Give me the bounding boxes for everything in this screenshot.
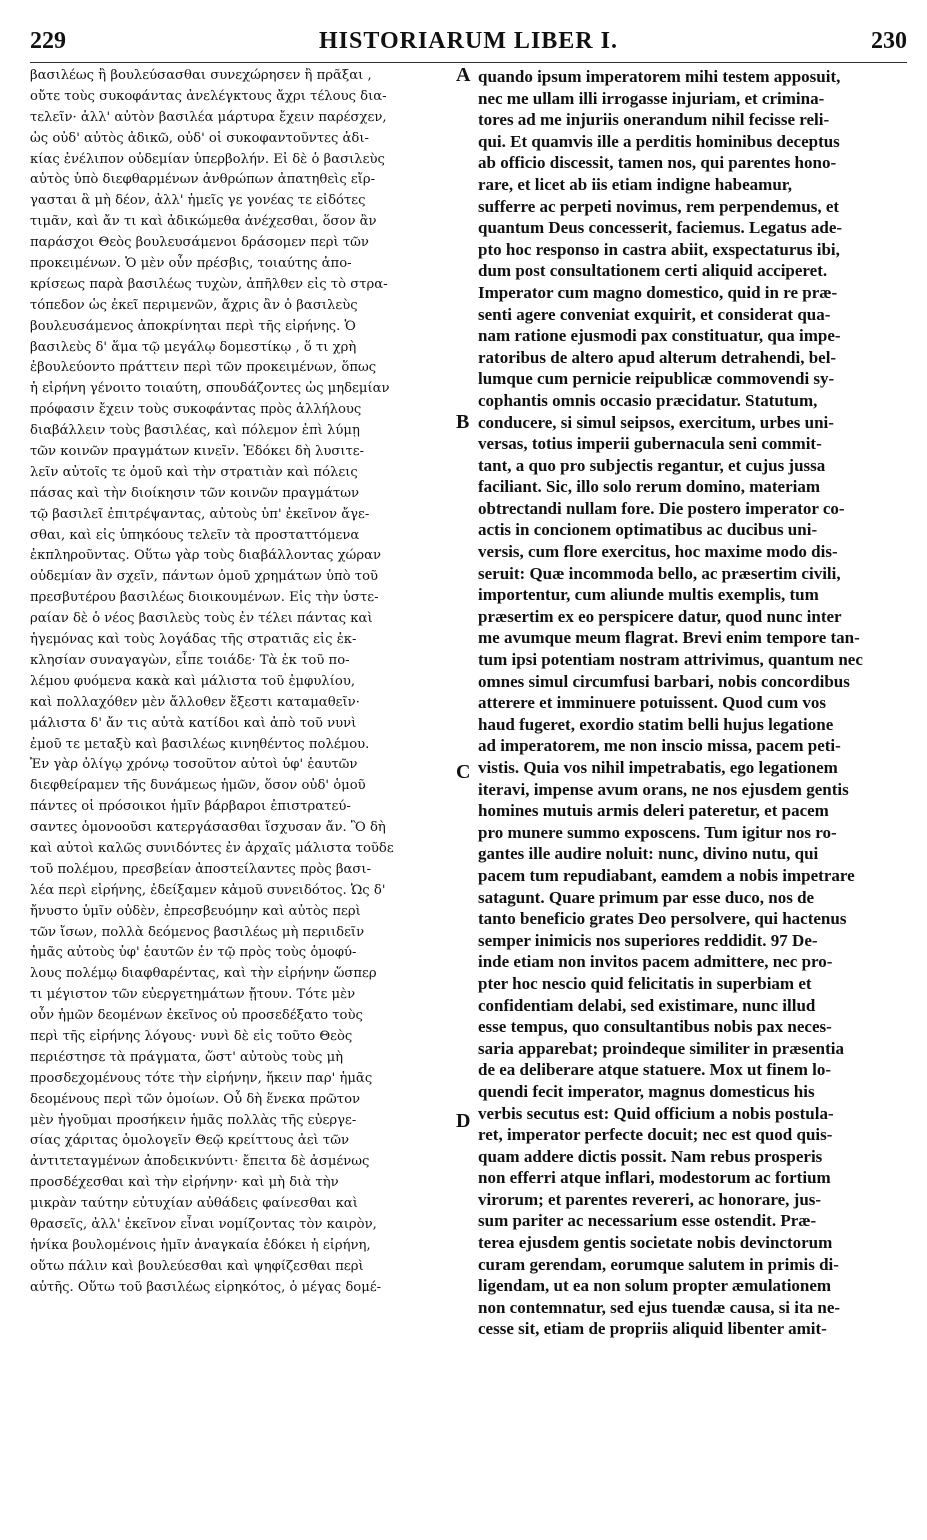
latin-text-line: quantum Deus concesserit, faciemus. Legatus ade- bbox=[478, 218, 843, 238]
greek-text-line: ἡ εἰρήνη γένοιτο τοιαύτη, σπουδάζοντες ὡς μηδεμίαν bbox=[30, 381, 390, 397]
greek-text-line: λους πολέμῳ διαφθαρέντας, καὶ τὴν εἰρήνην ὥσπερ bbox=[30, 966, 377, 982]
latin-text-line: versas, totius imperii gubernacula seni commit- bbox=[478, 434, 822, 454]
latin-text-line: esse tempus, quo consultantibus nobis pax neces- bbox=[478, 1017, 832, 1037]
margin-marker-a: A bbox=[456, 64, 471, 86]
greek-text-line: περιέστησε τὰ πράγματα, ὥστ' αὐτοὺς τοὺς μὴ bbox=[30, 1049, 344, 1065]
greek-text-line: λέα περὶ εἰρήνης, ἐδείξαμεν κἀμοῦ συνειδότος. Ὡς δ' bbox=[30, 882, 386, 898]
greek-text-line: τι μέγιστον τῶν εὐεργετημάτων ᾔτουν. Τότε μὲν bbox=[30, 987, 356, 1003]
latin-text-line: versis, cum flore exercitus, hoc maxime modo dis- bbox=[478, 542, 838, 562]
greek-text-line: δεομένους περὶ τῶν ὁμοίων. Οὗ δὴ ἕνεκα πρῶτον bbox=[30, 1091, 361, 1107]
latin-text-line: actis in concionem optimatibus ac ducibus uni- bbox=[478, 520, 818, 540]
greek-text-line: προκειμένων. Ὁ μὲν οὖν πρέσβις, τοιαύτης ἀπο- bbox=[30, 256, 352, 272]
latin-text-line: non contemnatur, sed ejus tuendæ causa, si ita ne- bbox=[478, 1297, 841, 1317]
greek-text-line: αὐτῆς. Οὕτω τοῦ βασιλέως εἰρηκότος, ὁ μέγας δομέ- bbox=[30, 1279, 382, 1295]
greek-text-line: διαβάλλειν τοὺς βασιλέας, καὶ πόλεμον ἐπὶ λύμῃ bbox=[30, 423, 360, 439]
latin-text-line: qui. Et quamvis ille a perditis hominibus deceptus bbox=[478, 131, 840, 151]
page-header bbox=[30, 28, 907, 58]
latin-text-line: præsertim ex eo perspicere datur, quod nunc inter bbox=[478, 606, 842, 626]
margin-marker-d: D bbox=[456, 1110, 471, 1132]
latin-text-line: quendi fecit imperator, magnus domesticus his bbox=[478, 1081, 815, 1101]
latin-text-line: nam ratione ejusmodi pax constituatur, qua impe- bbox=[478, 326, 841, 346]
header-rule bbox=[30, 62, 907, 63]
latin-text-line: non efferri atque inflari, modestorum ac fortium bbox=[478, 1168, 831, 1188]
greek-text-line: πρόφασιν ἔχειν τοὺς συκοφάντας πρὸς ἀλλήλους bbox=[30, 402, 362, 418]
greek-text-line: πρεσβυτέρου βασιλέως διοικουμένων. Εἰς τὴν ὑστε- bbox=[30, 590, 379, 606]
greek-text-line: βουλευσάμενος ἀποκρίνηται περὶ τῆς εἰρήνης. Ὁ bbox=[30, 318, 356, 334]
greek-text-line: οὖν ἡμῶν δεομένων ἐκεῖνος οὐ προσεδέξατο τοὺς bbox=[30, 1008, 363, 1024]
latin-text-line: pacem tum repudiabant, eamdem a nobis impetrare bbox=[478, 865, 855, 885]
latin-text-line: quam addere dictis possit. Nam rebus prosperis bbox=[478, 1146, 823, 1166]
page-number-left: 229 bbox=[30, 28, 66, 54]
running-title: HISTORIARUM LIBER I. bbox=[319, 28, 618, 54]
latin-text-line: dum post consultationem certi aliquid acciperet. bbox=[478, 261, 828, 281]
margin-marker-c: C bbox=[456, 761, 471, 783]
latin-text-line: terea ejusdem gentis societate nobis devinctorum bbox=[478, 1233, 833, 1253]
greek-text-line: ἡμᾶς αὐτοὺς ὑφ' ἑαυτῶν ἐν τῷ πρὸς τοὺς ὁμοφύ- bbox=[30, 945, 357, 961]
greek-text-line: τιμᾶν, καὶ ἄν τι καὶ ἀδικώμεθα ἀνέχεσθαι, ὅσον ἂν bbox=[30, 214, 377, 230]
latin-text-line: confidentiam delabi, sed existimare, nunc illud bbox=[478, 995, 816, 1015]
latin-text-line: quando ipsum imperatorem mihi testem apposuit, bbox=[478, 67, 841, 86]
latin-text-line: omnes simul circumfusi barbari, nobis concordibus bbox=[478, 671, 850, 691]
latin-text-line: tant, a quo pro subjectis regantur, et cujus jussa bbox=[478, 455, 826, 475]
greek-text-line: τῶν κοινῶν πραγμάτων κινεῖν. Ἐδόκει δὴ λυσιτε- bbox=[30, 444, 365, 460]
latin-text-line: importentur, cum aliunde multis exemplis, tum bbox=[478, 585, 819, 605]
greek-text-line: Ἐν γὰρ ὀλίγῳ χρόνῳ τοσοῦτον αὐτοὶ ὑφ' ἑαυτῶν bbox=[30, 757, 358, 773]
greek-text-line: μὲν ἡγοῦμαι προσήκειν ἡμᾶς πολλὰς τῆς εὐεργε- bbox=[30, 1112, 357, 1128]
greek-text-line: καὶ πολλαχόθεν μὲν ἄλλοθεν ἔξεστι καταμαθεῖν· bbox=[30, 694, 360, 710]
greek-text-line: βασιλεὺς δ' ἅμα τῷ μεγάλῳ δομεστίκῳ , ὅ τι χρὴ bbox=[30, 339, 357, 355]
greek-text-line: ἡγεμόνας καὶ τοὺς λογάδας τῆς στρατιᾶς εἰς ἐκ- bbox=[30, 632, 357, 648]
latin-text-line: iteravi, impense avum orans, ne nos ejusdem gentis bbox=[478, 779, 849, 799]
greek-text-line: σίας χάριτας ὁμολογεῖν Θεῷ κρείττους ἀεὶ τῶν bbox=[30, 1133, 349, 1149]
page-number-right: 230 bbox=[871, 28, 907, 54]
greek-text-line: κίας ἐνέλιπον οὐδεμίαν ὑπερβολήν. Εἰ δὲ ὁ βασιλεὺς bbox=[30, 151, 385, 167]
greek-text-line: οὔτε τοὺς συκοφάντας ἀνελέγκτους ἄχρι τέλους δια- bbox=[30, 88, 387, 104]
latin-text-line: homines mutuis armis deleri pateretur, et pacem bbox=[478, 801, 829, 821]
greek-text-line: προσδέχεσθαι καὶ τὴν εἰρήνην· καὶ μὴ διὰ τὴν bbox=[30, 1175, 339, 1191]
latin-text-line: ad imperatorem, me non inscio missa, pacem peti- bbox=[478, 736, 841, 756]
latin-text-line: rare, et licet ab iis etiam indigne habeamur, bbox=[478, 174, 793, 194]
latin-text-line: pter hoc nescio quid felicitatis in superbiam et bbox=[478, 973, 812, 993]
latin-text-line: tum ipsi potentiam nostram attrivimus, quantum nec bbox=[478, 650, 863, 670]
latin-text-line: ab officio discessit, tamen nos, qui parentes hono- bbox=[478, 153, 837, 173]
greek-text-line: ἐκπληροῦντας. Οὕτω γὰρ τοὺς διαβάλλοντας χώραν bbox=[30, 548, 381, 564]
latin-text-line: cophantis omnis occasio præcidatur. Statutum, bbox=[478, 390, 818, 410]
latin-text-line: obtrectandi nullam fore. Die postero imperator co- bbox=[478, 498, 845, 518]
latin-text-line: de ea deliberare atque statuere. Mox ut finem lo- bbox=[478, 1060, 831, 1080]
greek-text-line: λεῖν αὐτοῖς τε ὁμοῦ καὶ τὴν στρατιὰν καὶ πόλεις bbox=[30, 464, 358, 480]
greek-text-line: τόπεδον ὡς ἐκεῖ περιμενῶν, ἄχρις ἂν ὁ βασιλεὺς bbox=[30, 297, 358, 313]
latin-text-line: curam gerendam, eorumque salutem in primis di- bbox=[478, 1254, 839, 1274]
latin-text-line: lumque cum pernicie reipublicæ commovendi sy- bbox=[478, 369, 835, 389]
greek-text-line: προσδεχομένους τότε τὴν εἰρήνην, ἥκειν παρ' ἡμᾶς bbox=[30, 1070, 373, 1086]
greek-text-line: καὶ αὐτοὶ καλῶς συνιδόντες ἐν ἀρχαῖς μάλιστα τοῦδε bbox=[30, 840, 394, 856]
latin-text-line: gantes ille audire noluit: nunc, divino nutu, qui bbox=[478, 844, 819, 864]
greek-text-column bbox=[30, 66, 454, 1299]
greek-text-line: μάλιστα δ' ἄν τις αὐτὰ κατίδοι καὶ ἀπὸ τοῦ νυνὶ bbox=[30, 715, 357, 731]
latin-text-line: verbis secutus est: Quid officium a nobis postula- bbox=[478, 1103, 834, 1123]
latin-text-line: ratoribus de altero apud alterum detrahendi, bel- bbox=[478, 347, 837, 367]
greek-text-line: αὐτὸς ὑπὸ διεφθαρμένων ἀνθρώπων ἀπατηθεὶς εἴρ- bbox=[30, 172, 376, 188]
greek-text-line: διεφθείραμεν τῆς δυνάμεως ἡμῶν, ὅσον οὐδ' ὁμοῦ bbox=[30, 778, 366, 794]
latin-text-line: saria apparebat; proindeque similiter in præsentia bbox=[478, 1038, 844, 1058]
greek-text-line: βασιλέως ἢ βουλεύσασθαι συνεχώρησεν ἢ πρᾶξαι , bbox=[30, 68, 372, 83]
latin-text-line: ret, imperator perfecte docuit; nec est quod quis- bbox=[478, 1125, 833, 1145]
latin-text-line: semper inimicis nos superiores reddidit. 97 De- bbox=[478, 930, 818, 950]
margin-marker-b: B bbox=[456, 411, 470, 433]
greek-text-line: τελεῖν· ἀλλ' αὐτὸν βασιλέα μάρτυρα ἔχειν παρέσχεν, bbox=[30, 109, 387, 125]
latin-text-line: conducere, si simul seipsos, exercitum, urbes uni- bbox=[478, 412, 834, 432]
latin-text-line: me avumque meum flagrat. Brevi enim tempore tan- bbox=[478, 628, 860, 648]
latin-text-line: Imperator cum magno domestico, quid in re præ- bbox=[478, 282, 838, 302]
latin-text-line: seruit: Quæ incommoda bello, ac præsertim civili, bbox=[478, 563, 841, 583]
greek-text-line: ἤνυστο ὑμῖν οὐδὲν, ἐπρεσβευόμην καὶ αὐτὸς περὶ bbox=[30, 903, 361, 919]
greek-text-line: τῶν ἴσων, πολλὰ δεόμενος βασιλέως μὴ περιιδεῖν bbox=[30, 924, 365, 940]
greek-text-line: ἡνίκα βουλομένοις ἡμῖν ἀναγκαία ἐδόκει ἡ εἰρήνη, bbox=[30, 1237, 371, 1253]
latin-text-line: tanto beneficio grates Deo persolvere, qui hactenus bbox=[478, 909, 847, 929]
latin-text-line: vistis. Quia vos nihil impetrabatis, ego legationem bbox=[478, 758, 838, 777]
greek-text-line: περὶ τῆς εἰρήνης λόγους· νυνὶ δὲ εἰς τοῦτο Θεὸς bbox=[30, 1028, 353, 1044]
latin-text-line: pto hoc responso in castra abiit, exspectaturus ibi, bbox=[478, 239, 840, 259]
latin-text-line: tores ad me injuriis onerandum nihil fecisse reli- bbox=[478, 110, 830, 130]
greek-text-line: τῷ βασιλεῖ ἐπιτρέψαντας, αὐτοὺς ὑπ' ἐκεῖνον ἄγε- bbox=[30, 506, 370, 522]
latin-text-line: nec me ullam illi irrogasse injuriam, et crimina- bbox=[478, 88, 825, 108]
latin-text-line: inde etiam non invitos pacem admittere, nec pro- bbox=[478, 952, 833, 972]
latin-text-line: satagunt. Quare primum par esse duco, nos de bbox=[478, 887, 815, 907]
latin-text-line: ligendam, ut ea non solum propter æmulationem bbox=[478, 1276, 832, 1296]
latin-text-line: pro munere summo exposcens. Tum igitur nos ro- bbox=[478, 822, 837, 842]
latin-text-line: virorum; et parentes revereri, ac honorare, jus- bbox=[478, 1189, 822, 1209]
greek-text-line: σθαι, καὶ εἰς ὑπηκόους τελεῖν τὰ προσταττόμενα bbox=[30, 527, 360, 543]
greek-text-line: οὕτω πάλιν καὶ βουλεύεσθαι καὶ ψηφίζεσθαι περὶ bbox=[30, 1258, 364, 1274]
greek-text-line: παράσχοι Θεὸς βουλευσάμενοι δράσομεν περὶ τῶν bbox=[30, 235, 369, 251]
greek-text-line: ἀντιτεταγμένων ἀποδεικνύντι· ἔπειτα δὲ ἀσμένως bbox=[30, 1154, 370, 1170]
greek-text-line: ἐβουλεύοντο πράττειν περὶ τῶν προκειμένων, ὅπως bbox=[30, 360, 377, 376]
latin-text-column bbox=[478, 66, 908, 1340]
latin-text-line: haud fugeret, exordio statim belli hujus legatione bbox=[478, 714, 834, 734]
greek-text-line: γασται ἃ μὴ δέον, ἀλλ' ἡμεῖς γε γονέας τε εἰδότες bbox=[30, 193, 366, 209]
greek-text-line: ἐμοῦ τε μεταξὺ καὶ βασιλέως κινηθέντος πολέμου. bbox=[30, 736, 370, 752]
greek-text-line: σαντες ὁμονοοῦσι κατεργάσασθαι ἴσχυσαν ἄν. Ὃ δὴ bbox=[30, 820, 386, 836]
greek-text-line: ραίαν δὲ ὁ νέος βασιλεὺς τοὺς ἐν τέλει πάντας καὶ bbox=[30, 611, 373, 627]
greek-text-line: τοῦ πολέμου, πρεσβείαν ἀποστείλαντες πρὸς βασι- bbox=[30, 861, 372, 877]
greek-text-line: θρασεῖς, ἀλλ' ἐκεῖνον εἶναι νομίζοντας τὸν καιρὸν, bbox=[30, 1216, 377, 1232]
latin-text-line: sufferre ac perpeti novimus, rem perpendemus, et bbox=[478, 196, 840, 216]
greek-text-line: οὐδεμίαν ἂν σχεῖν, πάντων ὁμοῦ χρημάτων ὑπὸ τοῦ bbox=[30, 569, 379, 585]
latin-text-line: senti agere conveniat exquirit, et considerat qua- bbox=[478, 304, 831, 324]
latin-text-line: faciliant. Sic, illo solo rerum domino, materiam bbox=[478, 477, 821, 497]
latin-text-line: cesse sit, etiam de propriis aliquid libenter amit- bbox=[478, 1319, 827, 1339]
greek-text-line: κρίσεως παρὰ βασιλέως τυχὼν, ἀπῆλθεν εἰς τὸ στρα- bbox=[30, 276, 388, 292]
greek-text-line: πάσας καὶ τὴν διοίκησιν τῶν κοινῶν πραγμάτων bbox=[30, 485, 360, 501]
latin-text-line: sum pariter ac necessarium esse ostendit. Præ- bbox=[478, 1211, 817, 1231]
latin-text-line: atterere et imminuere potuissent. Quod cum vos bbox=[478, 693, 826, 713]
greek-text-line: κλησίαν συναγαγὼν, εἶπε τοιάδε· Τὰ ἐκ τοῦ πο- bbox=[30, 652, 350, 668]
greek-text-line: ὡς οὐδ' αὐτὸς ἀδικῶ, οὐδ' οἱ συκοφαντοῦντες ἀδι- bbox=[30, 130, 369, 146]
greek-text-line: μικρὰν ταύτην εὐτυχίαν αὐθάδεις φαίνεσθαι καὶ bbox=[30, 1196, 358, 1212]
greek-text-line: πάντες οἱ πρόσοικοι ἡμῖν βάρβαροι ἐπιστρατεύ- bbox=[30, 799, 351, 815]
greek-text-line: λέμου φυόμενα κακὰ καὶ μάλιστα τοῦ ἐμφυλίου, bbox=[30, 673, 356, 689]
